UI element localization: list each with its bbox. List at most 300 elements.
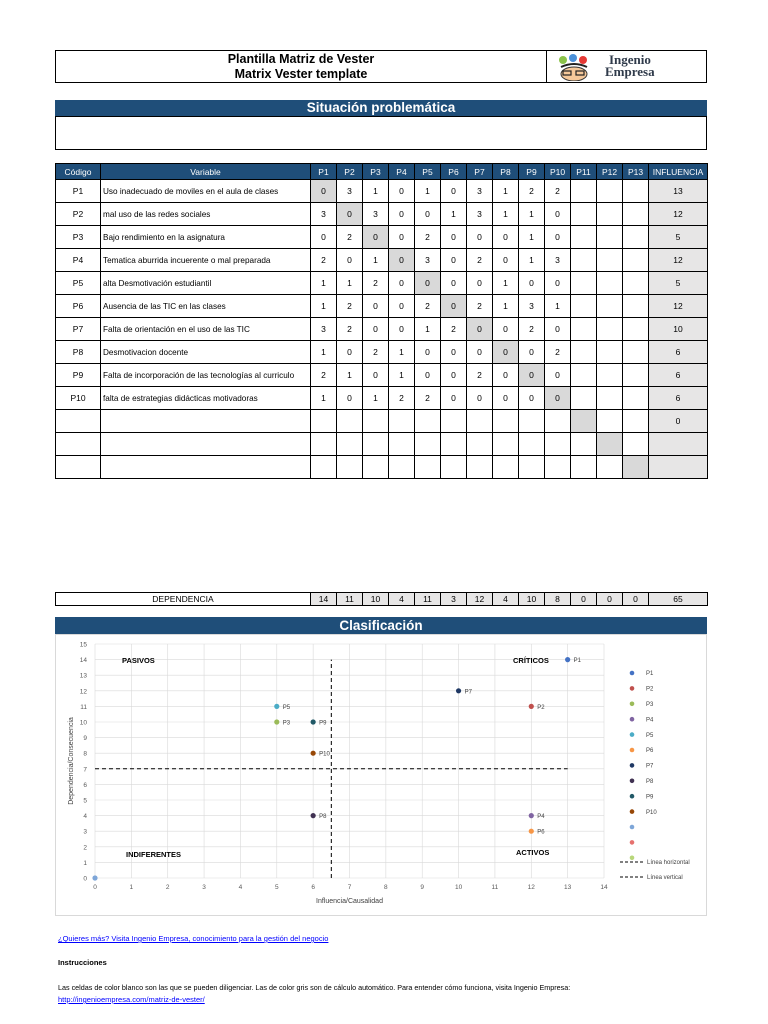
matrix-value-cell[interactable] [441, 456, 467, 479]
matrix-value-cell[interactable]: 2 [415, 387, 441, 410]
legend-marker [630, 732, 635, 737]
legend-marker [630, 809, 635, 814]
x-tick-label: 6 [311, 884, 315, 891]
matrix-value-cell[interactable]: 1 [363, 387, 389, 410]
code-cell[interactable] [56, 433, 101, 456]
matrix-value-cell[interactable] [623, 295, 649, 318]
matrix-value-cell[interactable] [363, 456, 389, 479]
matrix-value-cell[interactable] [389, 410, 415, 433]
matrix-value-cell[interactable]: 3 [519, 295, 545, 318]
chart-title: Clasificación [55, 617, 707, 634]
code-cell[interactable]: P6 [56, 295, 101, 318]
matrix-value-cell[interactable] [623, 387, 649, 410]
matrix-value-cell[interactable] [623, 226, 649, 249]
matrix-value-cell[interactable] [311, 456, 337, 479]
matrix-value-cell[interactable] [597, 387, 623, 410]
matrix-value-cell[interactable] [571, 295, 597, 318]
matrix-value-cell[interactable] [571, 364, 597, 387]
matrix-value-cell[interactable]: 2 [337, 226, 363, 249]
matrix-value-cell[interactable]: 1 [519, 203, 545, 226]
matrix-value-cell[interactable]: 1 [493, 272, 519, 295]
y-tick-label: 13 [79, 672, 87, 680]
matrix-value-cell[interactable]: 0 [441, 341, 467, 364]
matrix-value-cell[interactable] [311, 410, 337, 433]
matrix-value-cell[interactable] [597, 249, 623, 272]
influence-cell: 12 [649, 295, 708, 318]
matrix-value-cell[interactable]: 3 [311, 203, 337, 226]
matrix-value-cell[interactable] [389, 456, 415, 479]
matrix-value-cell[interactable]: 0 [337, 249, 363, 272]
matrix-value-cell[interactable]: 2 [467, 295, 493, 318]
code-cell[interactable] [56, 456, 101, 479]
title-spanish: Plantilla Matriz de Vester [227, 52, 375, 66]
matrix-value-cell: 0 [467, 318, 493, 341]
data-point [529, 704, 534, 709]
variable-cell[interactable]: Tematica aburrida incuerente o mal preparada [101, 249, 311, 272]
matrix-value-cell[interactable] [623, 433, 649, 456]
quadrant-label-activos: ACTIVOS [516, 848, 550, 857]
matrix-value-cell[interactable] [623, 341, 649, 364]
matrix-value-cell [571, 410, 597, 433]
variable-cell[interactable]: Uso inadecuado de moviles en el aula de clases [101, 180, 311, 203]
y-tick-label: 11 [80, 703, 87, 711]
matrix-value-cell[interactable]: 0 [415, 203, 441, 226]
dependencia-value: 0 [597, 593, 623, 606]
matrix-value-cell[interactable] [597, 341, 623, 364]
matrix-value-cell[interactable]: 2 [311, 364, 337, 387]
matrix-value-cell[interactable] [571, 387, 597, 410]
matrix-value-cell[interactable]: 0 [389, 180, 415, 203]
matrix-value-cell[interactable]: 1 [311, 272, 337, 295]
data-point [311, 813, 316, 818]
data-point [529, 829, 534, 834]
code-cell[interactable]: P9 [56, 364, 101, 387]
variable-cell[interactable] [101, 433, 311, 456]
matrix-value-cell[interactable] [597, 364, 623, 387]
variable-cell[interactable] [101, 410, 311, 433]
matrix-value-cell[interactable]: 0 [545, 318, 571, 341]
x-tick-label: 14 [600, 884, 608, 891]
matrix-value-cell[interactable]: 1 [415, 180, 441, 203]
data-point-label: P5 [282, 704, 291, 711]
matrix-value-cell[interactable] [493, 433, 519, 456]
legend-marker [630, 779, 635, 784]
matrix-row [56, 341, 708, 364]
matrix-value-cell[interactable]: 1 [519, 226, 545, 249]
matrix-value-cell[interactable]: 0 [545, 272, 571, 295]
matrix-header-cell: P2 [337, 164, 363, 180]
matrix-value-cell[interactable] [493, 456, 519, 479]
dependencia-table [55, 592, 708, 606]
x-axis-label: Influencia/Causalidad [316, 898, 383, 905]
legend-label: P3 [646, 702, 654, 708]
vester-matrix-table [55, 163, 708, 479]
matrix-value-cell[interactable]: 0 [389, 318, 415, 341]
data-point-label: P6 [537, 829, 545, 836]
matrix-header-cell: P9 [519, 164, 545, 180]
matrix-value-cell[interactable] [623, 318, 649, 341]
x-tick-label: 10 [454, 884, 463, 891]
matrix-value-cell[interactable]: 0 [493, 364, 519, 387]
situation-title: Situación problemática [55, 100, 707, 116]
matrix-value-cell: 0 [415, 272, 441, 295]
matrix-value-cell[interactable]: 0 [441, 180, 467, 203]
matrix-value-cell[interactable] [363, 433, 389, 456]
matrix-header-cell: P10 [545, 164, 571, 180]
code-cell[interactable]: P2 [56, 203, 101, 226]
matrix-value-cell[interactable] [597, 410, 623, 433]
matrix-value-cell[interactable] [545, 456, 571, 479]
code-cell[interactable] [56, 410, 101, 433]
matrix-value-cell[interactable] [337, 410, 363, 433]
x-tick-label: 11 [491, 884, 499, 891]
code-cell[interactable]: P7 [56, 318, 101, 341]
matrix-value-cell: 0 [519, 364, 545, 387]
dependencia-value: 11 [337, 593, 363, 606]
logo-wordmark [605, 54, 655, 78]
quadrant-label-indiferentes: INDIFERENTES [126, 850, 182, 859]
matrix-value-cell[interactable]: 1 [311, 295, 337, 318]
matrix-value-cell[interactable] [571, 226, 597, 249]
matrix-value-cell[interactable] [597, 456, 623, 479]
matrix-value-cell[interactable]: 0 [467, 272, 493, 295]
matrix-value-cell[interactable]: 2 [467, 249, 493, 272]
data-point-label: P2 [537, 704, 545, 711]
matrix-value-cell[interactable]: 2 [363, 272, 389, 295]
matrix-value-cell[interactable]: 0 [467, 387, 493, 410]
matrix-value-cell[interactable]: 0 [337, 341, 363, 364]
matrix-value-cell[interactable]: 0 [493, 249, 519, 272]
matrix-value-cell[interactable] [519, 433, 545, 456]
matrix-value-cell[interactable]: 1 [389, 364, 415, 387]
variable-cell[interactable]: alta Desmotivación estudiantil [101, 272, 311, 295]
influence-cell [649, 456, 708, 479]
matrix-value-cell[interactable]: 2 [519, 180, 545, 203]
matrix-row [56, 387, 708, 410]
matrix-value-cell[interactable]: 0 [389, 203, 415, 226]
matrix-value-cell[interactable]: 0 [441, 226, 467, 249]
matrix-value-cell[interactable]: 2 [545, 341, 571, 364]
influence-cell: 6 [649, 341, 708, 364]
matrix-value-cell[interactable] [519, 410, 545, 433]
code-cell[interactable]: P10 [56, 387, 101, 410]
matrix-value-cell[interactable] [571, 456, 597, 479]
matrix-value-cell[interactable]: 0 [519, 272, 545, 295]
matrix-value-cell[interactable] [415, 410, 441, 433]
matrix-value-cell[interactable]: 3 [363, 203, 389, 226]
matrix-value-cell[interactable]: 3 [311, 318, 337, 341]
matrix-value-cell[interactable]: 1 [389, 341, 415, 364]
y-axis-label: Dependencia/Consecuencia [68, 717, 75, 805]
matrix-row [56, 364, 708, 387]
x-tick-label: 1 [129, 884, 134, 891]
dependencia-value: 10 [363, 593, 389, 606]
matrix-value-cell[interactable]: 1 [519, 249, 545, 272]
matrix-value-cell[interactable]: 1 [493, 203, 519, 226]
variable-cell[interactable]: falta de estrategias didácticas motivadoras [101, 387, 311, 410]
matrix-row [56, 226, 708, 249]
matrix-value-cell[interactable]: 2 [467, 364, 493, 387]
legend-label: P8 [646, 779, 654, 785]
legend-line-label: Línea vertical [647, 875, 683, 882]
matrix-value-cell[interactable]: 0 [311, 226, 337, 249]
influence-cell: 6 [649, 387, 708, 410]
instructions-title: Instrucciones [58, 958, 107, 967]
matrix-value-cell[interactable]: 1 [415, 318, 441, 341]
data-point [92, 875, 97, 880]
legend-label: P1 [646, 671, 654, 678]
matrix-value-cell[interactable]: 1 [441, 203, 467, 226]
matrix-value-cell[interactable]: 0 [363, 364, 389, 387]
x-tick-label: 5 [274, 884, 279, 891]
matrix-value-cell[interactable]: 0 [389, 272, 415, 295]
matriz-vester-link[interactable]: http://ingenioempresa.com/matriz-de-vester/ [58, 995, 205, 1004]
matrix-value-cell[interactable]: 2 [415, 226, 441, 249]
data-point [311, 751, 316, 756]
matrix-value-cell[interactable] [545, 433, 571, 456]
matrix-value-cell[interactable] [623, 410, 649, 433]
legend-marker [630, 717, 635, 722]
x-tick-label: 9 [420, 884, 425, 891]
matrix-value-cell: 0 [545, 387, 571, 410]
code-cell[interactable]: P3 [56, 226, 101, 249]
matrix-value-cell [623, 456, 649, 479]
matrix-row [56, 456, 708, 479]
matrix-value-cell[interactable]: 2 [337, 295, 363, 318]
matrix-row [56, 433, 708, 456]
matrix-header-cell: P4 [389, 164, 415, 180]
dependencia-value: 10 [519, 593, 545, 606]
legend-label: P6 [646, 748, 654, 755]
matrix-value-cell[interactable]: 0 [415, 341, 441, 364]
x-tick-label: 13 [564, 884, 572, 891]
classification-chart [55, 634, 707, 916]
y-tick-label: 2 [83, 844, 87, 852]
matrix-value-cell[interactable]: 0 [389, 226, 415, 249]
variable-cell[interactable]: Bajo rendimiento en la asignatura [101, 226, 311, 249]
matrix-value-cell[interactable] [363, 410, 389, 433]
matrix-value-cell[interactable]: 1 [311, 387, 337, 410]
matrix-header-cell: INFLUENCIA [649, 164, 708, 180]
matrix-row [56, 410, 708, 433]
influence-cell: 5 [649, 226, 708, 249]
matrix-value-cell: 0 [493, 341, 519, 364]
matrix-value-cell[interactable] [467, 410, 493, 433]
logo-line1: Ingenio [609, 52, 651, 67]
y-tick-label: 0 [83, 875, 87, 883]
x-tick-label: 3 [202, 884, 206, 891]
matrix-value-cell[interactable]: 0 [441, 249, 467, 272]
matrix-value-cell[interactable]: 1 [363, 180, 389, 203]
matrix-value-cell[interactable]: 2 [363, 341, 389, 364]
matrix-value-cell[interactable] [467, 456, 493, 479]
matrix-value-cell[interactable]: 2 [545, 180, 571, 203]
data-point [456, 688, 461, 693]
situation-input[interactable] [55, 116, 707, 150]
matrix-value-cell[interactable]: 0 [545, 364, 571, 387]
matrix-value-cell[interactable] [311, 433, 337, 456]
data-point [274, 704, 279, 709]
matrix-value-cell[interactable] [337, 433, 363, 456]
matrix-value-cell[interactable] [623, 180, 649, 203]
matrix-value-cell[interactable] [597, 318, 623, 341]
matrix-value-cell[interactable] [571, 180, 597, 203]
matrix-value-cell[interactable] [571, 203, 597, 226]
matrix-value-cell[interactable]: 0 [545, 226, 571, 249]
matrix-value-cell[interactable] [571, 433, 597, 456]
y-tick-label: 6 [83, 781, 87, 789]
matrix-value-cell[interactable] [415, 456, 441, 479]
y-tick-label: 1 [83, 859, 87, 867]
dependencia-total: 65 [649, 593, 708, 606]
matrix-value-cell[interactable]: 2 [311, 249, 337, 272]
variable-cell[interactable]: Ausencia de las TIC en las clases [101, 295, 311, 318]
header-box [55, 50, 707, 83]
matrix-value-cell[interactable]: 0 [493, 318, 519, 341]
matrix-value-cell[interactable]: 1 [337, 272, 363, 295]
variable-cell[interactable]: mal uso de las redes sociales [101, 203, 311, 226]
matrix-value-cell[interactable]: 3 [545, 249, 571, 272]
matrix-value-cell[interactable]: 0 [467, 226, 493, 249]
matrix-value-cell[interactable] [623, 203, 649, 226]
data-point-label: P3 [282, 720, 291, 727]
matrix-header-cell: P6 [441, 164, 467, 180]
matrix-value-cell[interactable] [571, 318, 597, 341]
matrix-value-cell: 0 [337, 203, 363, 226]
mascot-icon [553, 53, 603, 81]
matrix-value-cell[interactable]: 0 [493, 226, 519, 249]
logo-line2: Empresa [605, 64, 655, 79]
matrix-value-cell[interactable] [571, 249, 597, 272]
matrix-value-cell[interactable] [623, 272, 649, 295]
matrix-value-cell[interactable]: 1 [337, 364, 363, 387]
matrix-value-cell[interactable] [597, 226, 623, 249]
matrix-value-cell[interactable] [337, 456, 363, 479]
matrix-header-cell: Código [56, 164, 101, 180]
code-cell[interactable]: P5 [56, 272, 101, 295]
data-point-label: P7 [464, 689, 472, 696]
quadrant-label-pasivos: PASIVOS [122, 656, 155, 665]
matrix-value-cell[interactable]: 2 [415, 295, 441, 318]
matrix-value-cell[interactable] [389, 433, 415, 456]
y-tick-label: 3 [83, 828, 87, 836]
matrix-value-cell[interactable] [597, 272, 623, 295]
matrix-value-cell[interactable]: 0 [441, 387, 467, 410]
matrix-header-cell: Variable [101, 164, 311, 180]
matrix-value-cell[interactable]: 0 [441, 272, 467, 295]
dependencia-label: DEPENDENCIA [56, 593, 311, 606]
legend-label: P7 [646, 763, 654, 770]
y-tick-label: 12 [79, 688, 87, 696]
legend-label: P5 [646, 732, 654, 739]
matrix-value-cell[interactable]: 1 [545, 295, 571, 318]
matrix-value-cell[interactable]: 0 [519, 341, 545, 364]
matrix-value-cell: 0 [389, 249, 415, 272]
dependencia-value: 11 [415, 593, 441, 606]
matrix-value-cell[interactable]: 0 [363, 318, 389, 341]
matrix-value-cell[interactable] [623, 364, 649, 387]
matrix-value-cell[interactable]: 3 [415, 249, 441, 272]
matrix-value-cell[interactable] [415, 433, 441, 456]
matrix-value-cell[interactable] [597, 203, 623, 226]
x-tick-label: 4 [238, 884, 243, 891]
matrix-value-cell[interactable]: 0 [415, 364, 441, 387]
data-point-label: P4 [537, 814, 545, 821]
matrix-header-cell: P1 [311, 164, 337, 180]
matrix-value-cell[interactable] [441, 410, 467, 433]
matrix-header-cell: P8 [493, 164, 519, 180]
data-point [565, 657, 570, 662]
matrix-value-cell[interactable]: 0 [545, 203, 571, 226]
x-tick-label: 8 [384, 884, 388, 891]
matrix-value-cell[interactable]: 1 [493, 180, 519, 203]
matrix-value-cell[interactable]: 0 [337, 387, 363, 410]
matrix-value-cell[interactable]: 2 [389, 387, 415, 410]
matrix-value-cell[interactable]: 2 [441, 318, 467, 341]
matrix-header-cell: P12 [597, 164, 623, 180]
dependencia-value: 0 [623, 593, 649, 606]
matrix-value-cell[interactable] [597, 180, 623, 203]
matrix-value-cell[interactable]: 1 [493, 295, 519, 318]
matrix-value-cell[interactable]: 0 [467, 341, 493, 364]
matrix-value-cell[interactable]: 0 [363, 295, 389, 318]
matrix-value-cell[interactable] [597, 295, 623, 318]
matrix-value-cell[interactable] [545, 410, 571, 433]
matrix-value-cell[interactable]: 2 [337, 318, 363, 341]
code-cell[interactable]: P4 [56, 249, 101, 272]
influence-cell: 12 [649, 203, 708, 226]
matrix-value-cell[interactable] [623, 249, 649, 272]
influence-cell: 12 [649, 249, 708, 272]
matrix-value-cell[interactable] [441, 433, 467, 456]
matrix-value-cell[interactable]: 3 [467, 180, 493, 203]
matrix-value-cell[interactable] [467, 433, 493, 456]
matrix-value-cell[interactable]: 0 [441, 364, 467, 387]
matrix-value-cell[interactable]: 1 [363, 249, 389, 272]
ingenio-link[interactable]: ¿Quieres más? Visita Ingenio Empresa, conocimiento para la gestión del negocio [58, 934, 329, 943]
variable-cell[interactable] [101, 456, 311, 479]
dependencia-value: 14 [311, 593, 337, 606]
matrix-value-cell[interactable]: 1 [311, 341, 337, 364]
matrix-value-cell[interactable]: 0 [519, 387, 545, 410]
matrix-value-cell[interactable]: 0 [389, 295, 415, 318]
matrix-value-cell: 0 [441, 295, 467, 318]
variable-cell[interactable]: Falta de orientación en el uso de las TIC [101, 318, 311, 341]
matrix-value-cell[interactable]: 3 [467, 203, 493, 226]
matrix-value-cell[interactable] [493, 410, 519, 433]
matrix-value-cell[interactable] [571, 272, 597, 295]
matrix-value-cell[interactable]: 2 [519, 318, 545, 341]
dependencia-value: 8 [545, 593, 571, 606]
variable-cell[interactable]: Falta de incorporación de las tecnologías al curriculo [101, 364, 311, 387]
matrix-value-cell[interactable] [519, 456, 545, 479]
legend-label: P9 [646, 794, 654, 801]
matrix-value-cell[interactable]: 3 [337, 180, 363, 203]
legend-marker [630, 671, 635, 676]
influence-cell: 6 [649, 364, 708, 387]
matrix-value-cell[interactable]: 0 [493, 387, 519, 410]
legend-label: P2 [646, 686, 654, 693]
code-cell[interactable]: P1 [56, 180, 101, 203]
data-point [274, 719, 279, 724]
matrix-value-cell[interactable] [571, 341, 597, 364]
matrix-header-cell: P13 [623, 164, 649, 180]
code-cell[interactable]: P8 [56, 341, 101, 364]
data-point-label: P10 [319, 751, 330, 758]
matrix-header-cell: P7 [467, 164, 493, 180]
matrix-value-cell [597, 433, 623, 456]
variable-cell[interactable]: Desmotivacion docente [101, 341, 311, 364]
